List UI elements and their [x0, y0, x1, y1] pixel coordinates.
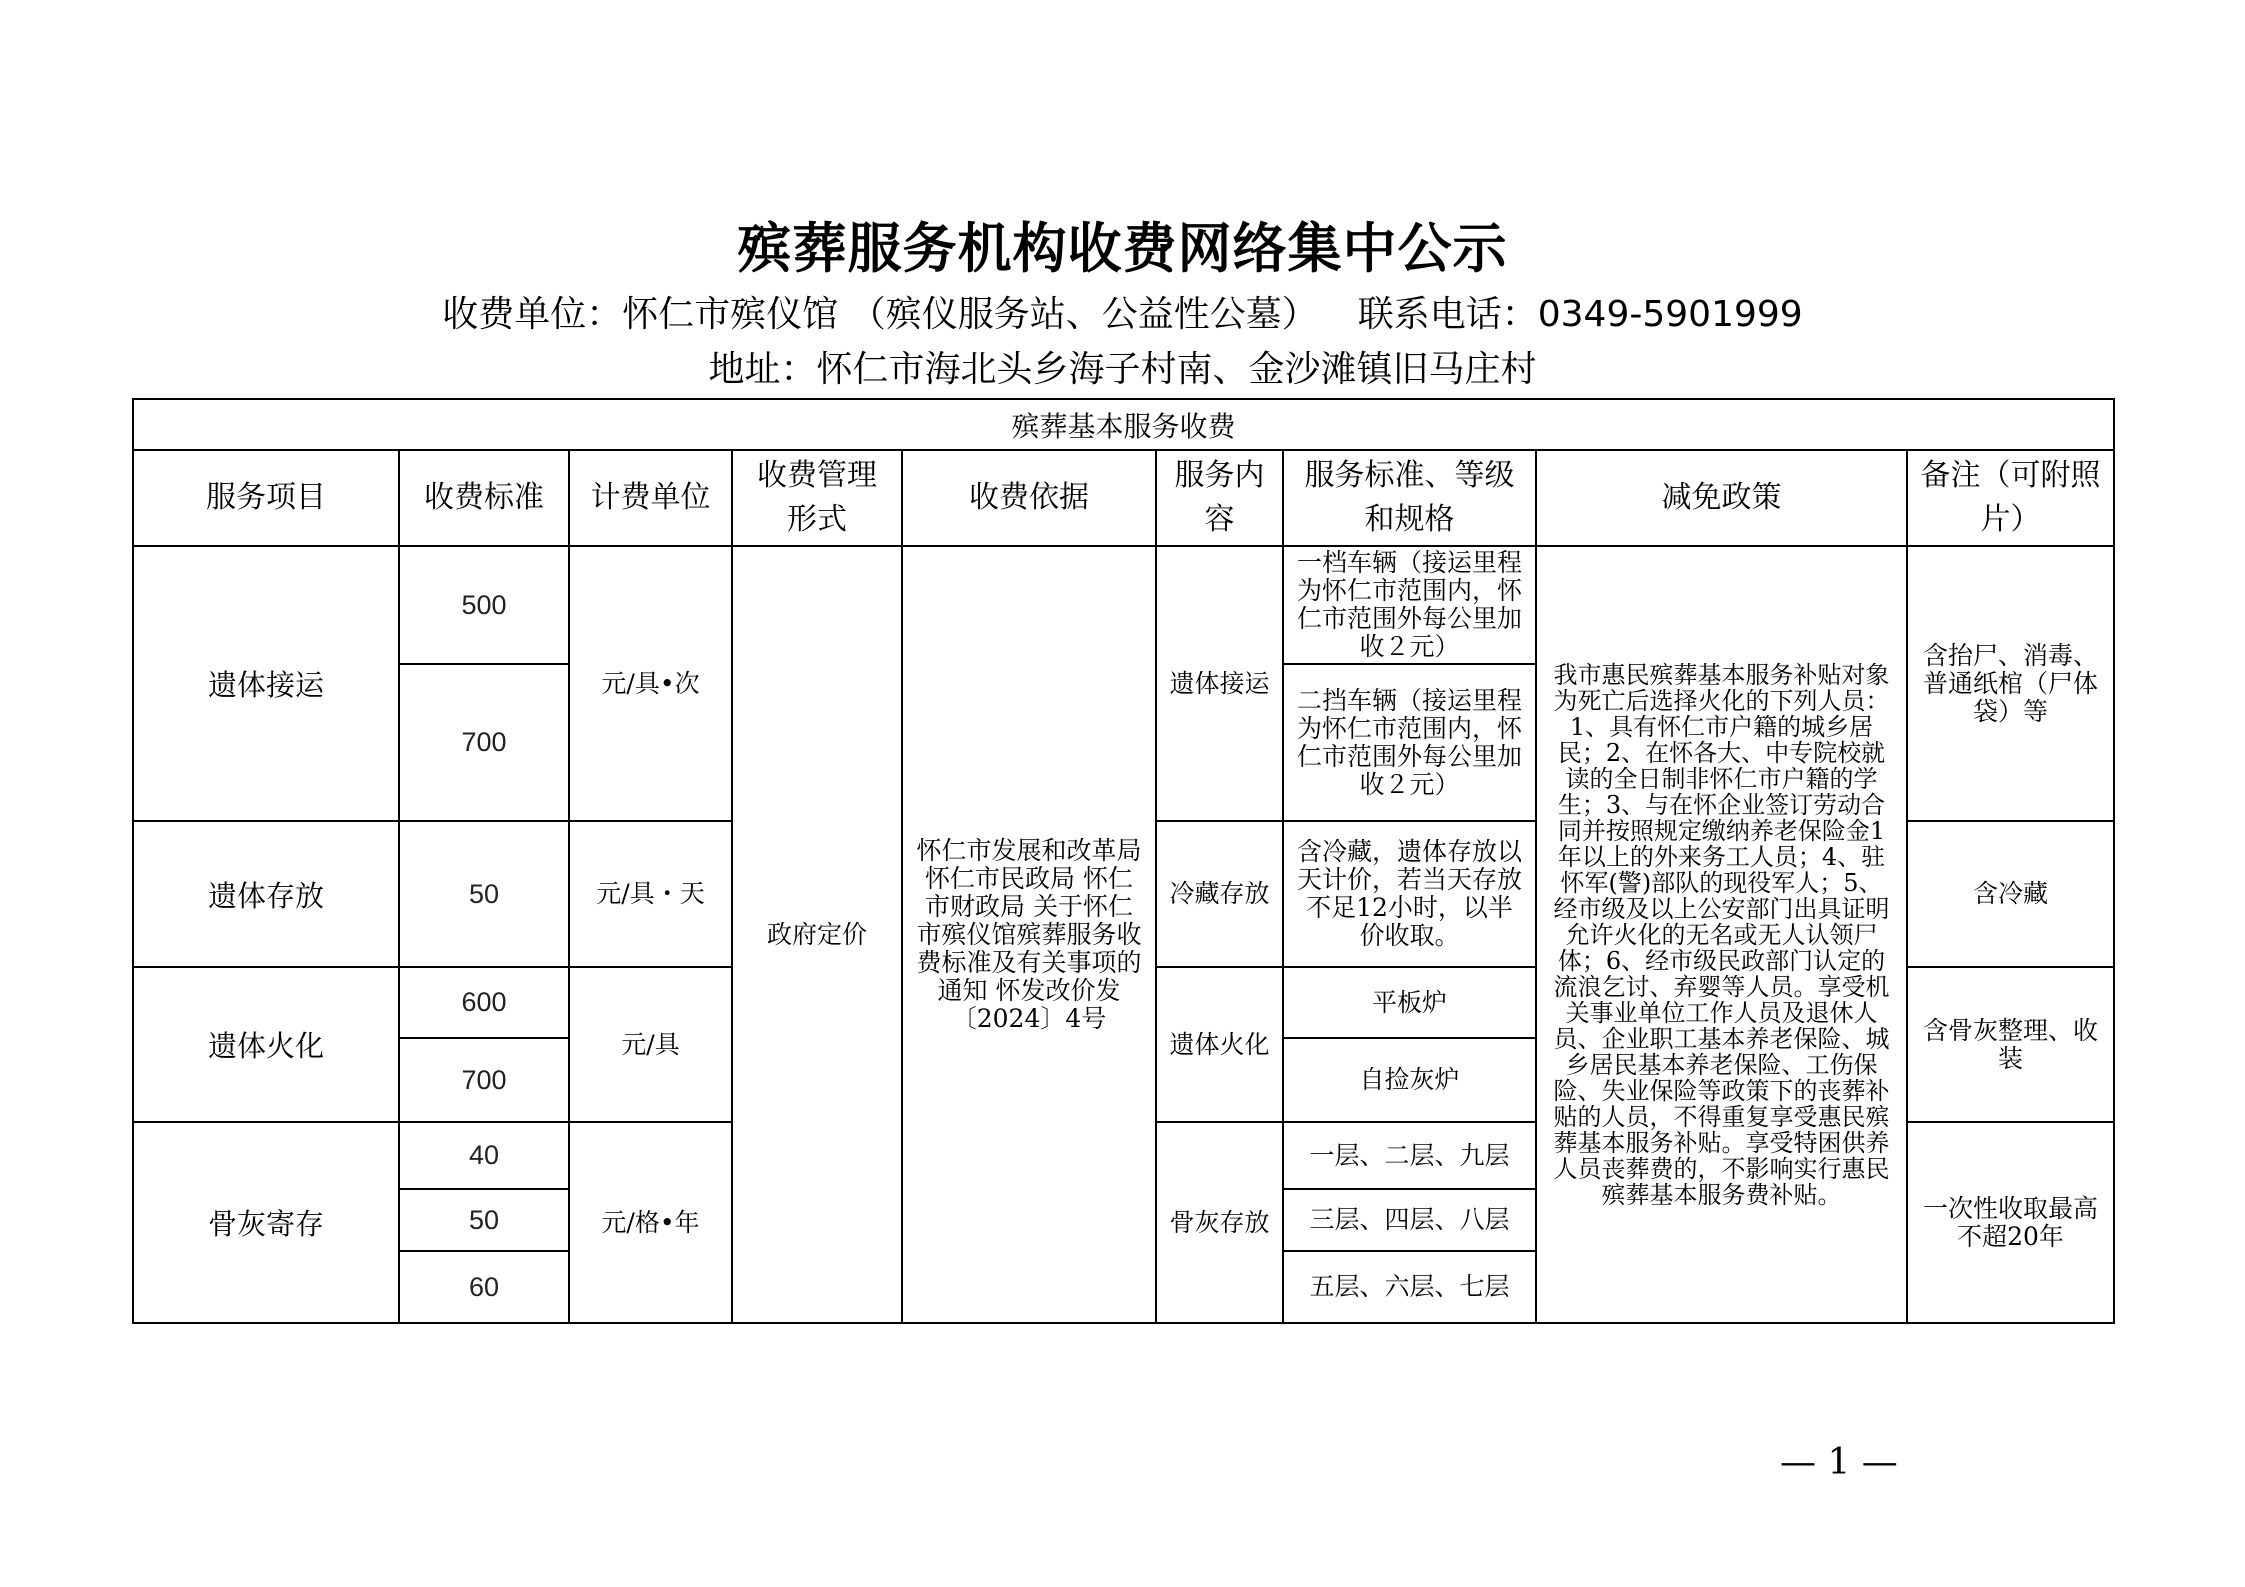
price-cell: 40 — [399, 1122, 569, 1189]
spec-cell: 自捡灰炉 — [1283, 1038, 1536, 1122]
unit-cell: 元/格•年 — [569, 1122, 732, 1323]
contact-phone: 联系电话：0349-5901999 — [1357, 294, 1803, 335]
remark-cell: 含骨灰整理、收装 — [1907, 967, 2114, 1122]
price-cell: 700 — [399, 1038, 569, 1122]
item-ash-storage: 骨灰寄存 — [133, 1122, 399, 1323]
content-cell: 冷藏存放 — [1156, 821, 1283, 967]
unit-cell: 元/具 — [569, 967, 732, 1122]
item-cremation: 遗体火化 — [133, 967, 399, 1122]
remark-cell: 含抬尸、消毒、普通纸棺（尸体袋）等 — [1907, 546, 2114, 821]
policy-cell: 我市惠民殡葬基本服务补贴对象为死亡后选择火化的下列人员：1、具有怀仁市户籍的城乡居民；2、在怀各大、中专院校就读的全日制非怀仁市户籍的学生；3、与在怀企业签订劳动合同并按照规定缴纳养老保险金1年以上的外来务工人员；4、驻怀军(警)部队的现役军人；5、经市级及以上公安部门出具证明允许火化的无名或无人认领尸体；6、经市级民政部门认定的流浪乞讨、弃婴等人员。享受机关事业单位工作人员及退休人员、企业职工基本养老保险、城乡居民基本养老保险、工伤保险、失业保险等政策下的丧葬补贴的人员，不得重复享受惠民殡葬基本服务补贴。享受特困供养人员丧葬费的，不影响实行惠民殡葬基本服务费补贴。 — [1536, 546, 1907, 1323]
header-unit: 计费单位 — [569, 450, 732, 546]
price-cell: 600 — [399, 967, 569, 1038]
management-cell: 政府定价 — [732, 546, 902, 1323]
price-cell: 700 — [399, 664, 569, 821]
remark-cell: 含冷藏 — [1907, 821, 2114, 967]
item-storage: 遗体存放 — [133, 821, 399, 967]
unit-contact-line — [0, 290, 2245, 340]
basis-cell: 怀仁市发展和改革局 怀仁市民政局 怀仁市财政局 关于怀仁市殡仪馆殡葬服务收费标准及有关事项的通知 怀发改价发〔2024〕4号 — [902, 546, 1156, 1323]
address-line: 地址：怀仁市海北头乡海子村南、金沙滩镇旧马庄村 — [708, 349, 1537, 390]
unit-cell: 元/具•次 — [569, 546, 732, 821]
spec-cell: 一档车辆（接运里程为怀仁市范围内，怀仁市范围外每公里加收２元） — [1283, 546, 1536, 664]
price-cell: 50 — [399, 821, 569, 967]
fee-unit: 收费单位：怀仁市殡仪馆 （殡仪服务站、公益性公墓） — [442, 294, 1318, 335]
spec-cell: 一层、二层、九层 — [1283, 1122, 1536, 1189]
page-title: 殡葬服务机构收费网络集中公示 — [737, 216, 1508, 280]
content-cell: 遗体接运 — [1156, 546, 1283, 821]
spec-cell: 平板炉 — [1283, 967, 1536, 1038]
header-item: 服务项目 — [133, 450, 399, 546]
header-remark: 备注（可附照片） — [1907, 450, 2114, 546]
spec-cell: 含冷藏，遗体存放以天计价，若当天存放不足12小时，以半价收取。 — [1283, 821, 1536, 967]
spec-cell: 五层、六层、七层 — [1283, 1251, 1536, 1323]
page-number: — 1 — — [1780, 1442, 1898, 1483]
header-content: 服务内容 — [1156, 450, 1283, 546]
item-transport: 遗体接运 — [133, 546, 399, 821]
header-policy: 减免政策 — [1536, 450, 1907, 546]
header-spec: 服务标准、等级和规格 — [1283, 450, 1536, 546]
table-caption: 殡葬基本服务收费 — [133, 399, 2114, 450]
header-basis: 收费依据 — [902, 450, 1156, 546]
price-cell: 50 — [399, 1189, 569, 1251]
spec-cell: 二挡车辆（接运里程为怀仁市范围内，怀仁市范围外每公里加收２元） — [1283, 664, 1536, 821]
fee-table — [132, 398, 2115, 1324]
price-cell: 500 — [399, 546, 569, 664]
header-standard: 收费标准 — [399, 450, 569, 546]
unit-cell: 元/具・天 — [569, 821, 732, 967]
remark-cell: 一次性收取最高不超20年 — [1907, 1122, 2114, 1323]
header-management: 收费管理形式 — [732, 450, 902, 546]
content-cell: 遗体火化 — [1156, 967, 1283, 1122]
price-cell: 60 — [399, 1251, 569, 1323]
spec-cell: 三层、四层、八层 — [1283, 1189, 1536, 1251]
content-cell: 骨灰存放 — [1156, 1122, 1283, 1323]
